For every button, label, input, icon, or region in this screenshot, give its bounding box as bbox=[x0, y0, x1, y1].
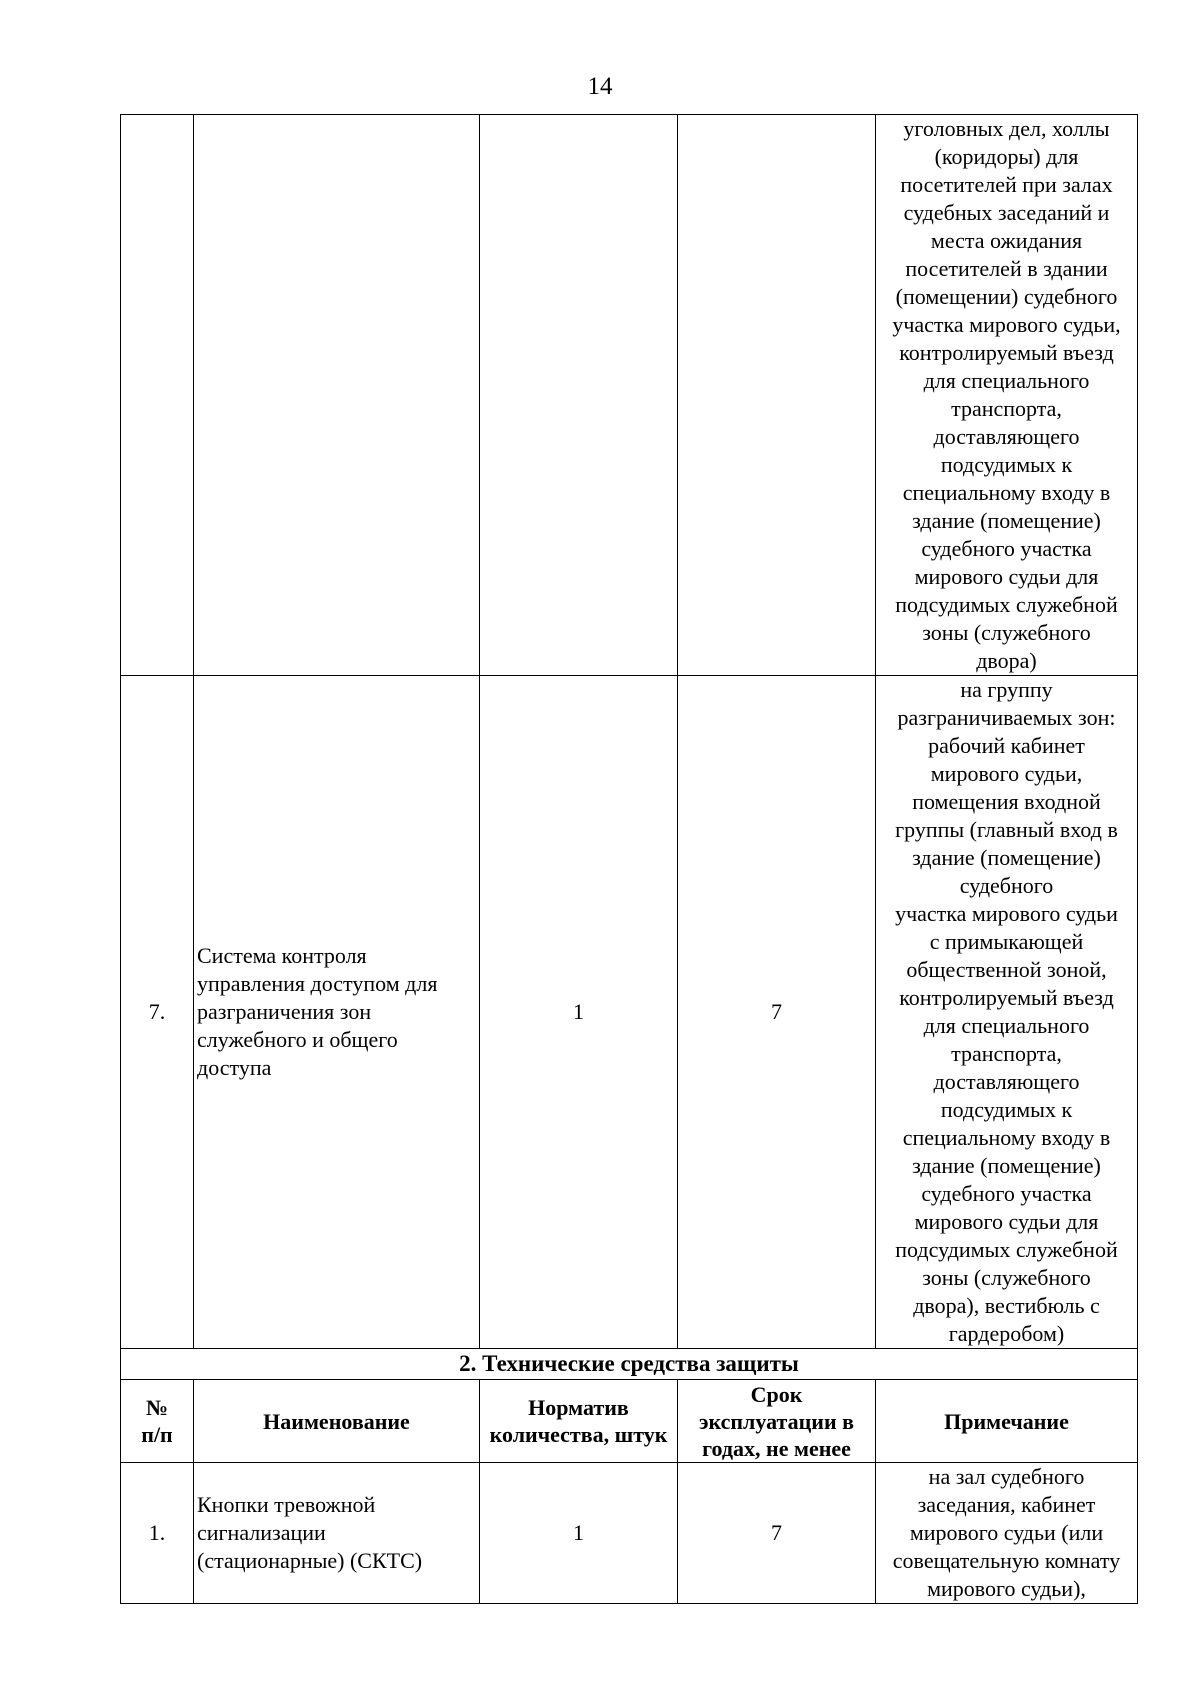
note-line: на зал судебного bbox=[928, 1464, 1085, 1489]
row-number-cell: 1. bbox=[121, 1463, 194, 1604]
header-line: количества, штук bbox=[489, 1422, 668, 1447]
note-line: зоны (служебного bbox=[922, 620, 1091, 645]
note-line: транспорта, bbox=[951, 1041, 1062, 1066]
note-line: подсудимых к bbox=[940, 452, 1073, 477]
note-line: мирового судьи), bbox=[927, 1576, 1086, 1601]
name-line: управления доступом для bbox=[197, 971, 438, 996]
header-note: Примечание bbox=[876, 1380, 1138, 1463]
name-line: Система контроля bbox=[197, 943, 367, 968]
note-line: мирового судьи для bbox=[914, 1209, 1099, 1234]
note-line: помещения входной bbox=[912, 789, 1101, 814]
note-cell bbox=[876, 115, 1138, 676]
quantity-cell bbox=[480, 115, 678, 676]
note-line: посетителей в здании bbox=[905, 256, 1108, 281]
note-line: (помещении) судебного bbox=[895, 284, 1118, 309]
note-line: зоны (служебного bbox=[922, 1265, 1091, 1290]
name-line: доступа bbox=[197, 1055, 272, 1080]
table-row-1 bbox=[121, 1463, 1138, 1604]
note-line: (коридоры) для bbox=[934, 144, 1079, 169]
note-line: группы (главный вход в bbox=[895, 817, 1118, 842]
header-line: № bbox=[145, 1395, 169, 1420]
header-line: п/п bbox=[141, 1422, 173, 1447]
name-line: сигнализации bbox=[197, 1520, 326, 1545]
note-line: доставляющего bbox=[933, 1069, 1080, 1094]
note-cell bbox=[876, 676, 1138, 1349]
note-line: участка мирового судьи, bbox=[892, 312, 1121, 337]
header-name: Наименование bbox=[194, 1380, 480, 1463]
note-line: двора) bbox=[976, 648, 1037, 673]
table-row-continued bbox=[121, 115, 1138, 676]
note-line: двора), вестибюль с bbox=[913, 1293, 1100, 1318]
note-line: рабочий кабинет bbox=[928, 733, 1085, 758]
table-row-7 bbox=[121, 676, 1138, 1349]
note-line: общественной зоной, bbox=[906, 957, 1107, 982]
note-line: гардеробом) bbox=[948, 1321, 1065, 1346]
note-line: судебного участка bbox=[921, 1181, 1092, 1206]
note-cell bbox=[876, 1463, 1138, 1604]
row-number-cell: 7. bbox=[121, 676, 194, 1349]
quantity-cell: 1 bbox=[480, 1463, 678, 1604]
note-line: для специального bbox=[923, 368, 1090, 393]
name-line: (стационарные) (СКТС) bbox=[197, 1548, 423, 1573]
note-line: доставляющего bbox=[933, 424, 1080, 449]
term-cell bbox=[678, 115, 876, 676]
header-number bbox=[121, 1380, 194, 1463]
note-line: уголовных дел, холлы bbox=[903, 116, 1110, 141]
note-line: судебных заседаний и bbox=[903, 200, 1110, 225]
header-line: Норматив bbox=[528, 1395, 629, 1420]
note-line: специальному входу в bbox=[902, 480, 1111, 505]
name-cell bbox=[194, 115, 480, 676]
note-line: контролируемый въезд bbox=[899, 985, 1114, 1010]
note-line: места ожидания bbox=[930, 228, 1083, 253]
page-number: 14 bbox=[587, 73, 613, 100]
note-line: разграничиваемых зон: bbox=[897, 705, 1116, 730]
technical-means-table bbox=[120, 114, 1138, 1604]
note-line: с примыкающей bbox=[929, 929, 1084, 954]
note-line: на группу bbox=[960, 677, 1053, 702]
note-line: участка мирового судьи bbox=[895, 901, 1118, 926]
name-cell bbox=[194, 1463, 480, 1604]
note-line: транспорта, bbox=[951, 396, 1062, 421]
quantity-cell: 1 bbox=[480, 676, 678, 1349]
note-line: посетителей при залах bbox=[900, 172, 1113, 197]
note-line: заседания, кабинет bbox=[917, 1492, 1096, 1517]
header-term bbox=[678, 1380, 876, 1463]
note-line: здание (помещение) bbox=[912, 508, 1101, 533]
note-line: подсудимых служебной bbox=[895, 1237, 1118, 1262]
note-line: мирового судьи для bbox=[914, 564, 1099, 589]
section-title-row bbox=[121, 1349, 1138, 1380]
note-line: подсудимых служебной bbox=[895, 592, 1118, 617]
note-line: мирового судьи, bbox=[930, 761, 1083, 786]
note-line: здание (помещение) bbox=[912, 845, 1101, 870]
note-line: контролируемый въезд bbox=[899, 340, 1114, 365]
note-line: для специального bbox=[923, 1013, 1090, 1038]
term-cell: 7 bbox=[678, 1463, 876, 1604]
name-line: разграничения зон bbox=[197, 999, 372, 1024]
note-line: подсудимых к bbox=[940, 1097, 1073, 1122]
name-cell bbox=[194, 676, 480, 1349]
note-line: судебного bbox=[959, 873, 1054, 898]
section-title: 2. Технические средства защиты bbox=[121, 1349, 1138, 1380]
name-line: служебного и общего bbox=[197, 1027, 398, 1052]
note-line: совещательную комнату bbox=[892, 1548, 1121, 1573]
table-header-row bbox=[121, 1380, 1138, 1463]
header-line: Срок bbox=[750, 1381, 803, 1407]
row-number-cell bbox=[121, 115, 194, 676]
header-quantity bbox=[480, 1380, 678, 1463]
name-line: Кнопки тревожной bbox=[197, 1492, 376, 1517]
note-line: судебного участка bbox=[921, 536, 1092, 561]
term-cell: 7 bbox=[678, 676, 876, 1349]
note-line: мирового судьи (или bbox=[909, 1520, 1104, 1545]
header-line: годах, не менее bbox=[702, 1435, 851, 1461]
note-line: здание (помещение) bbox=[912, 1153, 1101, 1178]
note-line: специальному входу в bbox=[902, 1125, 1111, 1150]
header-line: эксплуатации в bbox=[698, 1408, 855, 1434]
